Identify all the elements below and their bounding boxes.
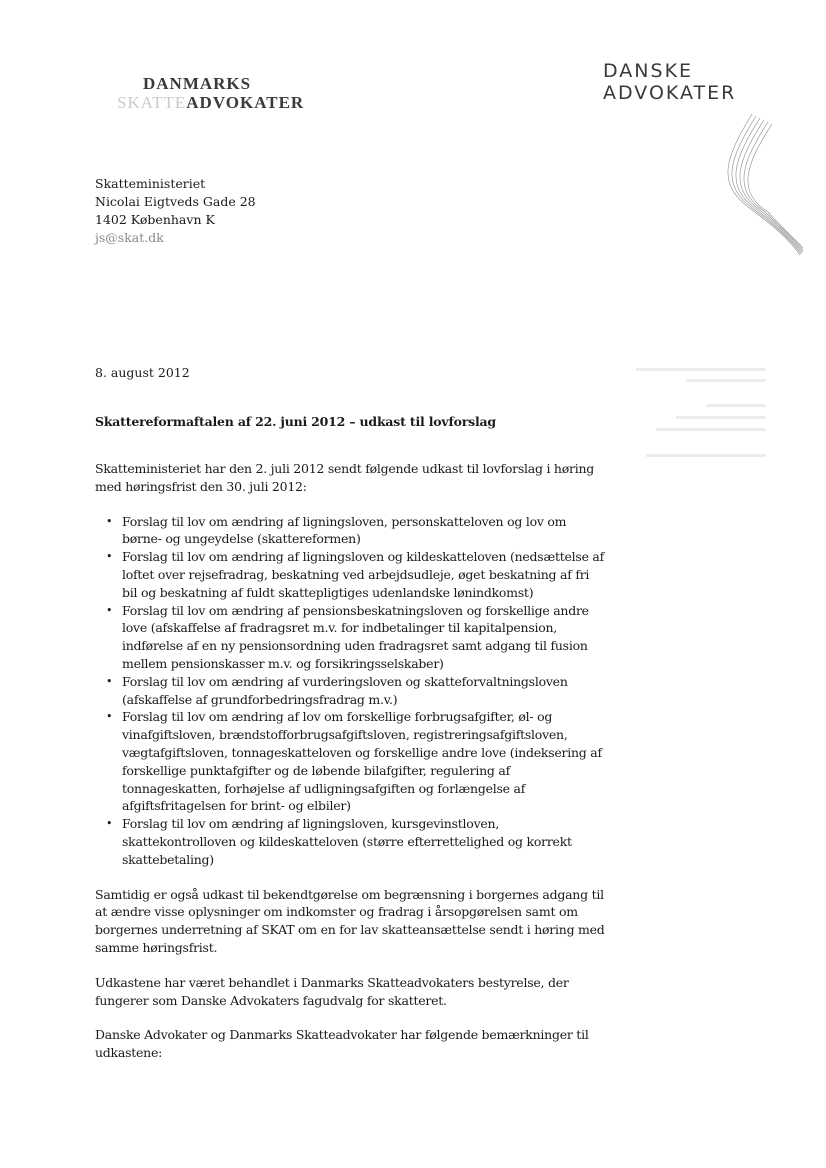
list-item (95, 708, 607, 815)
list-item-text: Forslag til lov om ændring af lov om forskellige forbrugsafgifter, øl- og vinafgiftsloven, brændstofforbrugsafgiftsloven, registreringsafgiftsloven, vægtafgiftsloven, tonnageskatteloven og forskellige andre love (indeksering af forskellige punktafgifter og de løbende bilafgifter, regulering af tonnageskatten, forhøjelse af udligningsafgiften og forlængelse af afgiftsfritagelsen for brint- og elbiler) (122, 709, 602, 814)
list-item (95, 548, 607, 601)
email-address: js@skat.dk (95, 230, 164, 245)
list-item (95, 513, 607, 549)
faint-sender-lines (636, 366, 776, 466)
list-item-text: Forslag til lov om ændring af pensionsbeskatningsloven og forskellige andre love (afskaffelse af fradragsret m.v. for indbetalinger til kapitalpension, indførelse af en ny pensionsordning uden fradragsret samt adgang til fusion mellem pensionskasser m.v. og forsikringsselskaber) (122, 602, 589, 671)
intro-paragraph: Skatteministeriet har den 2. juli 2012 sendt følgende udkast til lovforslag i høring med høringsfrist den 30. juli 2012: (95, 461, 595, 494)
address-line: 1402 København K (95, 212, 215, 227)
bullet-icon: • (106, 817, 113, 831)
letter-body (95, 460, 607, 1079)
letter-date: 8. august 2012 (95, 365, 190, 380)
logo-line-2-text: ADVOKATER (186, 93, 305, 112)
list-item (95, 673, 607, 709)
logo-line-2 (117, 93, 304, 113)
list-item-text: Forslag til lov om ændring af vurderingsloven og skatteforvaltningsloven (afskaffelse af grundforbedringsfradrag m.v.) (122, 673, 568, 707)
body-paragraph: Samtidig er også udkast til bekendtgørelse om begrænsning i borgernes adgang til at ændre visse oplysninger om indkomster og fradrag i årsopgørelsen samt om borgernes underretning af SKAT om en for lav skatteansættelse sendt i høring med samme høringsfrist. (95, 886, 605, 955)
address-line: Nicolai Eigtveds Gade 28 (95, 194, 256, 209)
bullet-icon: • (106, 710, 113, 724)
bullet-icon: • (106, 550, 113, 564)
danmarks-skatteadvokater-logo (117, 74, 304, 113)
da-logo-line-2: ADVOKATER (603, 82, 737, 104)
recipient-address (95, 175, 256, 247)
body-paragraph: Udkastene har været behandlet i Danmarks Skatteadvokaters bestyrelse, der fungerer som Danske Advokaters fagudvalg for skatteret. (95, 974, 569, 1008)
list-item-text: Forslag til lov om ændring af ligningsloven, kursgevinstloven, skattekontrolloven og kildeskatteloven (større efterrettelighed og korrekt skattebetaling) (122, 816, 572, 867)
bullet-icon: • (106, 603, 113, 617)
letter-subject: Skattereformaftalen af 22. juni 2012 – udkast til lovforslag (95, 414, 496, 429)
logo-faint-text: SKATTE (117, 93, 187, 112)
list-item-text: Forslag til lov om ændring af ligningsloven og kildeskatteloven (nedsættelse af loftet over rejsefradrag, beskatning ved arbejdsudleje, øget beskatning af fri bil og beskatning af fuldt skattepligtiges udenlandske lønindkomst) (122, 549, 605, 600)
swoosh-graphic (708, 112, 803, 257)
da-logo-line-1: DANSKE (603, 60, 694, 82)
list-item (95, 602, 607, 673)
faint-sender-info (636, 366, 776, 469)
bullet-icon: • (106, 674, 113, 688)
bill-list (95, 513, 607, 869)
danske-advokater-logo (603, 60, 736, 104)
bullet-icon: • (106, 514, 113, 528)
list-item-text: Forslag til lov om ændring af ligningsloven, personskatteloven og lov om børne- og ungeydelse (skattereformen) (122, 513, 567, 547)
body-paragraph: Danske Advokater og Danmarks Skatteadvokater har følgende bemærkninger til udkastene: (95, 1027, 589, 1061)
list-item (95, 815, 607, 868)
logo-line-1: DANMARKS (143, 74, 252, 93)
address-line: Skatteministeriet (95, 176, 206, 191)
